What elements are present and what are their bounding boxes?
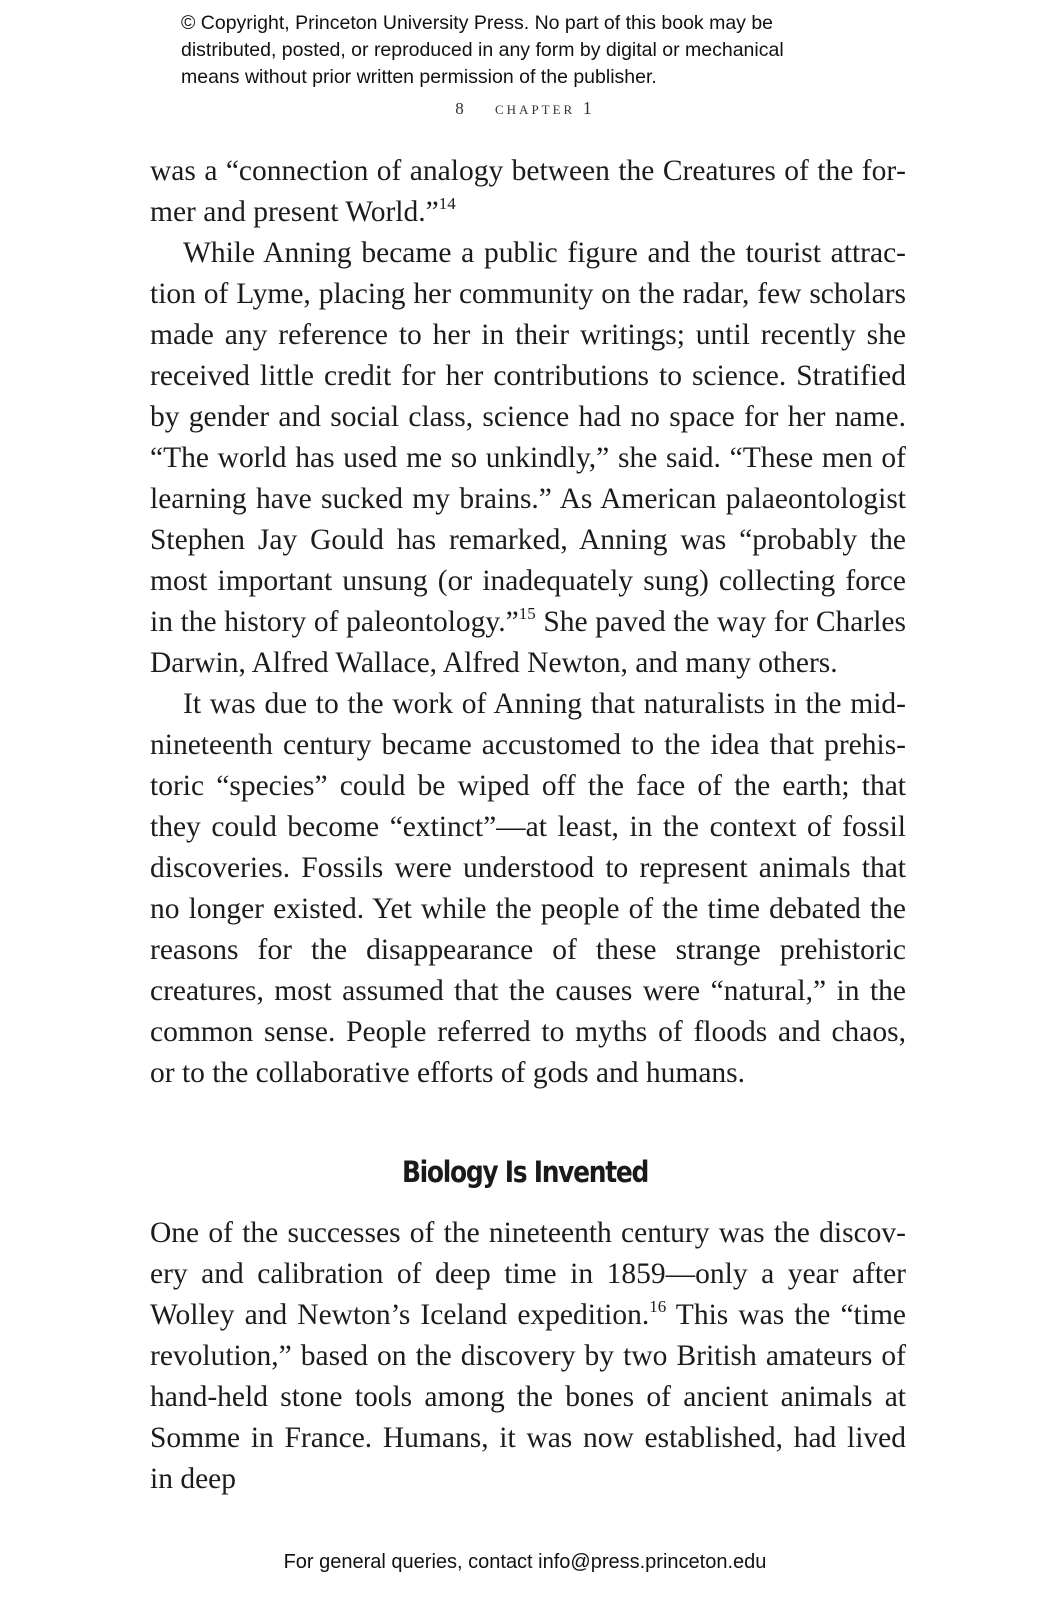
chapter-label: chapter 1 [495,98,595,118]
copyright-line: © Copyright, Princeton University Press. No part of this book may be [181,12,774,34]
footnote-ref[interactable]: 15 [518,604,536,623]
paragraph-text: This was the “time revolution,” based on the discovery by two British amateurs of hand-held stone tools among the bones of ancient animals at Somme in France. Humans, it was now established, had lived in deep [150,1299,906,1495]
copyright-line: distributed, posted, or reproduced in any form by digital or mechanical [181,39,784,61]
paragraph-text: One of the successes of the nineteenth century was the discovery and calibration of deep time in 1859—only a year after Wolley and Newton’s Iceland expedition. [150,1217,906,1331]
copyright-line: means without prior written permission of the publisher. [181,66,657,88]
section-heading: Biology Is Invented [401,1155,649,1189]
paragraph-text: She paved the way for Charles Darwin, Alfred Wallace, Alfred Newton, and many others. [150,606,906,679]
paragraph [150,233,906,684]
body-text [150,151,906,1094]
footnote-ref[interactable]: 14 [438,194,456,213]
paragraph [150,1213,906,1500]
footnote-ref[interactable]: 16 [649,1297,667,1316]
footer-contact: For general queries, contact info@press.princeton.edu [283,1551,767,1573]
paragraph-text: It was due to the work of Anning that naturalists in the mid-nineteenth century became accustomed to the idea that prehistoric “species” could be wiped off the face of the earth; that they could become “extinct”—at least, in the context of fossil discoveries. Fossils were understood to represent animals that no longer existed. Yet while the people of the time debated the reasons for the disappearance of these strange prehistoric creatures, most assumed that the causes were “natural,” in the common sense. People referred to myths of floods and chaos, or to the collaborative efforts of gods and humans. [150,688,906,1089]
page-number: 8 [455,99,465,118]
paragraph [150,151,906,233]
paragraph-text: While Anning became a public figure and the tourist attraction of Lyme, placing her community on the radar, few scholars made any reference to her in their writings; until recently she received little credit for her contributions to science. Stratified by gender and social class, science had no space for her name. “The world has used me so unkindly,” she said. “These men of learning have sucked my brains.” As American palaeontologist Stephen Jay Gould has remarked, Anning was “probably the most important unsung (or inadequately sung) collecting force in the history of paleontology.” [150,237,906,638]
section-body [150,1213,906,1500]
copyright-notice [181,10,911,91]
running-head [0,98,1050,119]
paragraph-text: was a “connection of analogy between the Creatures of the former and present World.” [150,155,906,228]
paragraph [150,684,906,1094]
